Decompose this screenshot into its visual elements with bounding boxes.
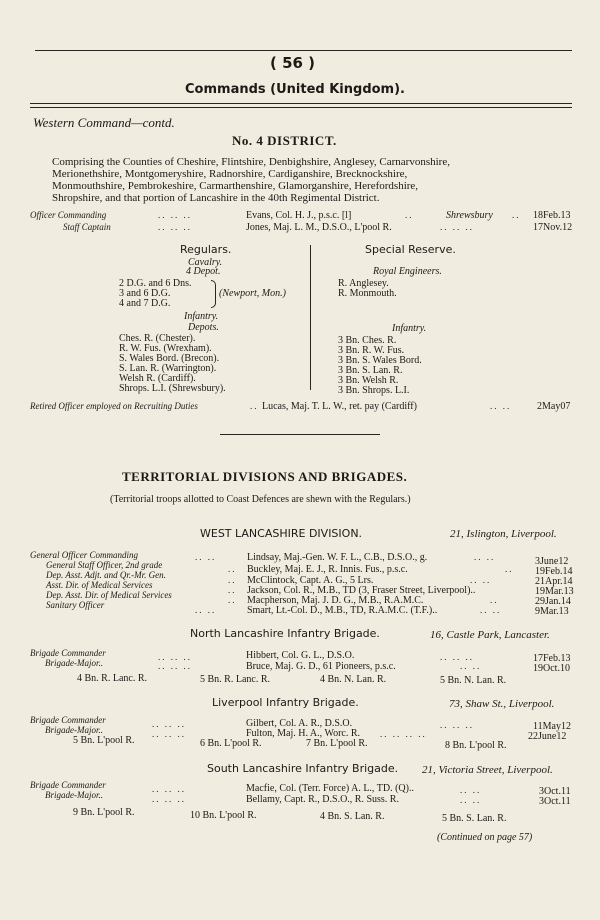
- leader-dots: ..: [490, 595, 499, 605]
- brigade-major-date: 3Oct.11: [539, 796, 571, 807]
- staff-role: Asst. Dir. of Medical Services: [46, 580, 153, 590]
- command-heading: Western Command—contd.: [33, 115, 175, 130]
- division-name: WEST LANCASHIRE DIVISION.: [200, 527, 363, 540]
- staff-date: 19Feb.14: [535, 566, 573, 577]
- cavalry-unit: 2 D.G. and 6 Dns.: [119, 278, 192, 289]
- leader-dots: ..: [250, 401, 259, 411]
- leader-dots: .. ..: [490, 401, 512, 411]
- staff-name: Jackson, Col. R., M.B., TD (3, Fraser Street, Liverpool)..: [247, 585, 476, 596]
- officer-name: Jones, Maj. L. M., D.S.O., L'pool R.: [246, 222, 392, 233]
- infantry-depot: S. Wales Bord. (Brecon).: [119, 353, 220, 364]
- leader-dots: .. .. ..: [440, 222, 474, 232]
- brigade-major-role: Brigade-Major..: [45, 790, 103, 800]
- brigade-commander-name: Gilbert, Col. A. R., D.S.O.: [246, 718, 353, 729]
- leader-dots: .. .. ..: [152, 784, 186, 794]
- leader-dots: .. .. .. ..: [380, 729, 427, 739]
- infantry-depot: S. Lan. R. (Warrington).: [119, 363, 217, 374]
- retired-date: 2May07: [537, 401, 571, 412]
- sr-infantry-unit: 3 Bn. R. W. Fus.: [338, 345, 405, 356]
- top-rule: [35, 50, 572, 51]
- brigade-address: 21, Victoria Street, Liverpool.: [422, 764, 553, 776]
- sr-infantry-unit: 3 Bn. Ches. R.: [338, 335, 397, 346]
- brigade-major-date: 22June12: [528, 731, 567, 742]
- district-description-line: Shropshire, and that portion of Lancashire in the 40th Regimental District.: [52, 192, 380, 204]
- leader-dots: .. ..: [460, 785, 482, 795]
- staff-role: General Staff Officer, 2nd grade: [46, 560, 163, 570]
- territorial-note: (Territorial troops allotted to Coast Defences are shewn with the Regulars.): [110, 494, 411, 505]
- battalion: 5 Bn. S. Lan. R.: [442, 813, 507, 824]
- officer-date: 18Feb.13: [533, 210, 571, 221]
- title-rule-2: [30, 107, 572, 108]
- brigade-name: North Lancashire Infantry Brigade.: [190, 627, 380, 640]
- staff-role: General Officer Commanding: [30, 550, 138, 560]
- staff-name: Macpherson, Maj. J. D. G., M.B., R.A.M.C.: [247, 595, 424, 606]
- leader-dots: ..: [228, 595, 237, 605]
- cavalry-label: Cavalry.: [188, 257, 223, 268]
- leader-dots: .. ..: [474, 552, 496, 562]
- territorial-heading: TERRITORIAL DIVISIONS AND BRIGADES.: [122, 469, 408, 484]
- staff-role: Sanitary Officer: [46, 600, 105, 610]
- officer-role: Officer Commanding: [30, 210, 107, 220]
- leader-dots: .. ..: [195, 605, 217, 615]
- brace-icon: [211, 280, 216, 308]
- cavalry-unit: 4 and 7 D.G.: [119, 298, 171, 309]
- depot-label: 4 Depot.: [186, 266, 221, 277]
- sr-infantry-unit: 3 Bn. Shrops. L.I.: [338, 385, 410, 396]
- leader-dots: .. .. ..: [152, 729, 186, 739]
- brigade-address: 73, Shaw St., Liverpool.: [449, 698, 555, 710]
- brigade-commander-date: 11May12: [533, 721, 571, 732]
- battalion: 7 Bn. L'pool R.: [306, 738, 368, 749]
- leader-dots: ..: [512, 210, 521, 220]
- infantry-depot: Shrops. L.I. (Shrewsbury).: [119, 383, 226, 394]
- staff-date: 19Mar.13: [535, 586, 574, 597]
- brigade-commander-date: 3Oct.11: [539, 786, 571, 797]
- leader-dots: .. .. ..: [152, 794, 186, 804]
- district-title: No. 4 DISTRICT.: [232, 133, 337, 148]
- staff-role: Dep. Asst. Dir. of Medical Services: [46, 590, 172, 600]
- staff-role: Dep. Asst. Adjt. and Qr.-Mr. Gen.: [46, 570, 166, 580]
- brigade-address: 16, Castle Park, Lancaster.: [430, 629, 550, 641]
- leader-dots: ..: [228, 564, 237, 574]
- retired-role: Retired Officer employed on Recruiting Duties: [30, 401, 198, 411]
- brigade-major-name: Fulton, Maj. H. A., Worc. R.: [246, 728, 361, 739]
- staff-date: 21Apr.14: [535, 576, 573, 587]
- page-title: Commands (United Kingdom).: [185, 82, 405, 97]
- section-rule: [220, 434, 380, 435]
- staff-date: 3June12: [535, 556, 569, 567]
- brigade-commander-role: Brigade Commander: [30, 648, 106, 658]
- leader-dots: ..: [228, 575, 237, 585]
- leader-dots: .. .. ..: [158, 652, 192, 662]
- cavalry-unit: 3 and 6 D.G.: [119, 288, 171, 299]
- battalion: 5 Bn. L'pool R.: [73, 735, 135, 746]
- battalion: 4 Bn. R. Lanc. R.: [77, 673, 147, 684]
- battalion: 4 Bn. N. Lan. R.: [320, 674, 387, 685]
- battalion: 6 Bn. L'pool R.: [200, 738, 262, 749]
- battalion: 10 Bn. L'pool R.: [190, 810, 257, 821]
- staff-date: 29Jan.14: [535, 596, 571, 607]
- battalion: 4 Bn. S. Lan. R.: [320, 811, 385, 822]
- leader-dots: .. .. ..: [158, 661, 192, 671]
- brigade-major-name: Bellamy, Capt. R., D.S.O., R. Suss. R.: [246, 794, 399, 805]
- battalion: 5 Bn. R. Lanc. R.: [200, 674, 270, 685]
- engineer-unit: R. Anglesey.: [338, 278, 389, 289]
- battalion: 9 Bn. L'pool R.: [73, 807, 135, 818]
- cavalry-location: (Newport, Mon.): [219, 288, 286, 299]
- officer-date: 17Nov.12: [533, 222, 573, 233]
- sr-infantry-label: Infantry.: [392, 323, 427, 334]
- title-rule-1: [30, 103, 572, 104]
- leader-dots: .. .. ..: [152, 719, 186, 729]
- leader-dots: .. .. ..: [440, 652, 474, 662]
- brigade-major-name: Bruce, Maj. G. D., 61 Pioneers, p.s.c.: [246, 661, 396, 672]
- staff-name: Buckley, Maj. E. J., R. Innis. Fus., p.s.c.: [247, 564, 408, 575]
- division-address: 21, Islington, Liverpool.: [450, 528, 557, 540]
- sr-infantry-unit: 3 Bn. S. Lan. R.: [338, 365, 403, 376]
- brigade-commander-role: Brigade Commander: [30, 780, 106, 790]
- special-reserve-heading: Special Reserve.: [365, 243, 456, 256]
- staff-name: Lindsay, Maj.-Gen. W. F. L., C.B., D.S.O., g.: [247, 552, 428, 563]
- retired-name: Lucas, Maj. T. L. W., ret. pay (Cardiff): [262, 401, 417, 412]
- brigade-commander-name: Hibbert, Col. G. L., D.S.O.: [246, 650, 355, 661]
- brigade-commander-date: 17Feb.13: [533, 653, 571, 664]
- brigade-commander-role: Brigade Commander: [30, 715, 106, 725]
- leader-dots: ..: [405, 210, 414, 220]
- brigade-major-date: 19Oct.10: [533, 663, 570, 674]
- brigade-major-role: Brigade-Major..: [45, 658, 103, 668]
- district-description-line: Comprising the Counties of Cheshire, Flintshire, Denbighshire, Anglesey, Carnarvonshire,: [52, 156, 450, 168]
- staff-date: 9Mar.13: [535, 606, 569, 617]
- page-number: ( 56 ): [270, 54, 316, 72]
- leader-dots: .. ..: [460, 661, 482, 671]
- leader-dots: .. .. ..: [158, 222, 192, 232]
- column-divider: [310, 245, 311, 390]
- leader-dots: ..: [228, 585, 237, 595]
- brigade-major-role: Brigade-Major..: [45, 725, 103, 735]
- infantry-depot: R. W. Fus. (Wrexham).: [119, 343, 212, 354]
- infantry-depot: Ches. R. (Chester).: [119, 333, 196, 344]
- infantry-label: Infantry.: [184, 311, 219, 322]
- brigade-name: Liverpool Infantry Brigade.: [212, 696, 359, 709]
- battalion: 8 Bn. L'pool R.: [445, 740, 507, 751]
- brigade-name: South Lancashire Infantry Brigade.: [207, 762, 399, 775]
- leader-dots: .. ..: [480, 605, 502, 615]
- leader-dots: .. ..: [195, 552, 217, 562]
- engineer-unit: R. Monmouth.: [338, 288, 397, 299]
- sr-infantry-unit: 3 Bn. S. Wales Bord.: [338, 355, 422, 366]
- district-description-line: Merionethshire, Montgomeryshire, Radnorshire, Cardiganshire, Brecknockshire,: [52, 168, 408, 180]
- engineers-label: Royal Engineers.: [373, 266, 442, 277]
- leader-dots: ..: [505, 564, 514, 574]
- sr-infantry-unit: 3 Bn. Welsh R.: [338, 375, 399, 386]
- brigade-commander-name: Macfie, Col. (Terr. Force) A. L., TD. (Q)..: [246, 783, 414, 794]
- depots-label: Depots.: [188, 322, 219, 333]
- officer-place: Shrewsbury: [446, 210, 493, 221]
- battalion: 5 Bn. N. Lan. R.: [440, 675, 507, 686]
- leader-dots: .. .. ..: [440, 720, 474, 730]
- staff-name: McClintock, Capt. A. G., 5 Lrs.: [247, 575, 374, 586]
- officer-name: Evans, Col. H. J., p.s.c. [l]: [246, 210, 352, 221]
- leader-dots: .. ..: [470, 575, 492, 585]
- continued-note: (Continued on page 57): [437, 832, 533, 843]
- leader-dots: .. .. ..: [158, 210, 192, 220]
- regulars-heading: Regulars.: [180, 243, 232, 256]
- leader-dots: .. ..: [460, 795, 482, 805]
- infantry-depot: Welsh R. (Cardiff).: [119, 373, 196, 384]
- district-description-line: Monmouthshire, Pembrokeshire, Carmarthenshire, Glamorganshire, Herefordshire,: [52, 180, 419, 192]
- officer-role: Staff Captain: [63, 222, 111, 232]
- staff-name: Smart, Lt.-Col. D., M.B., TD, R.A.M.C. (T.F.)..: [247, 605, 438, 616]
